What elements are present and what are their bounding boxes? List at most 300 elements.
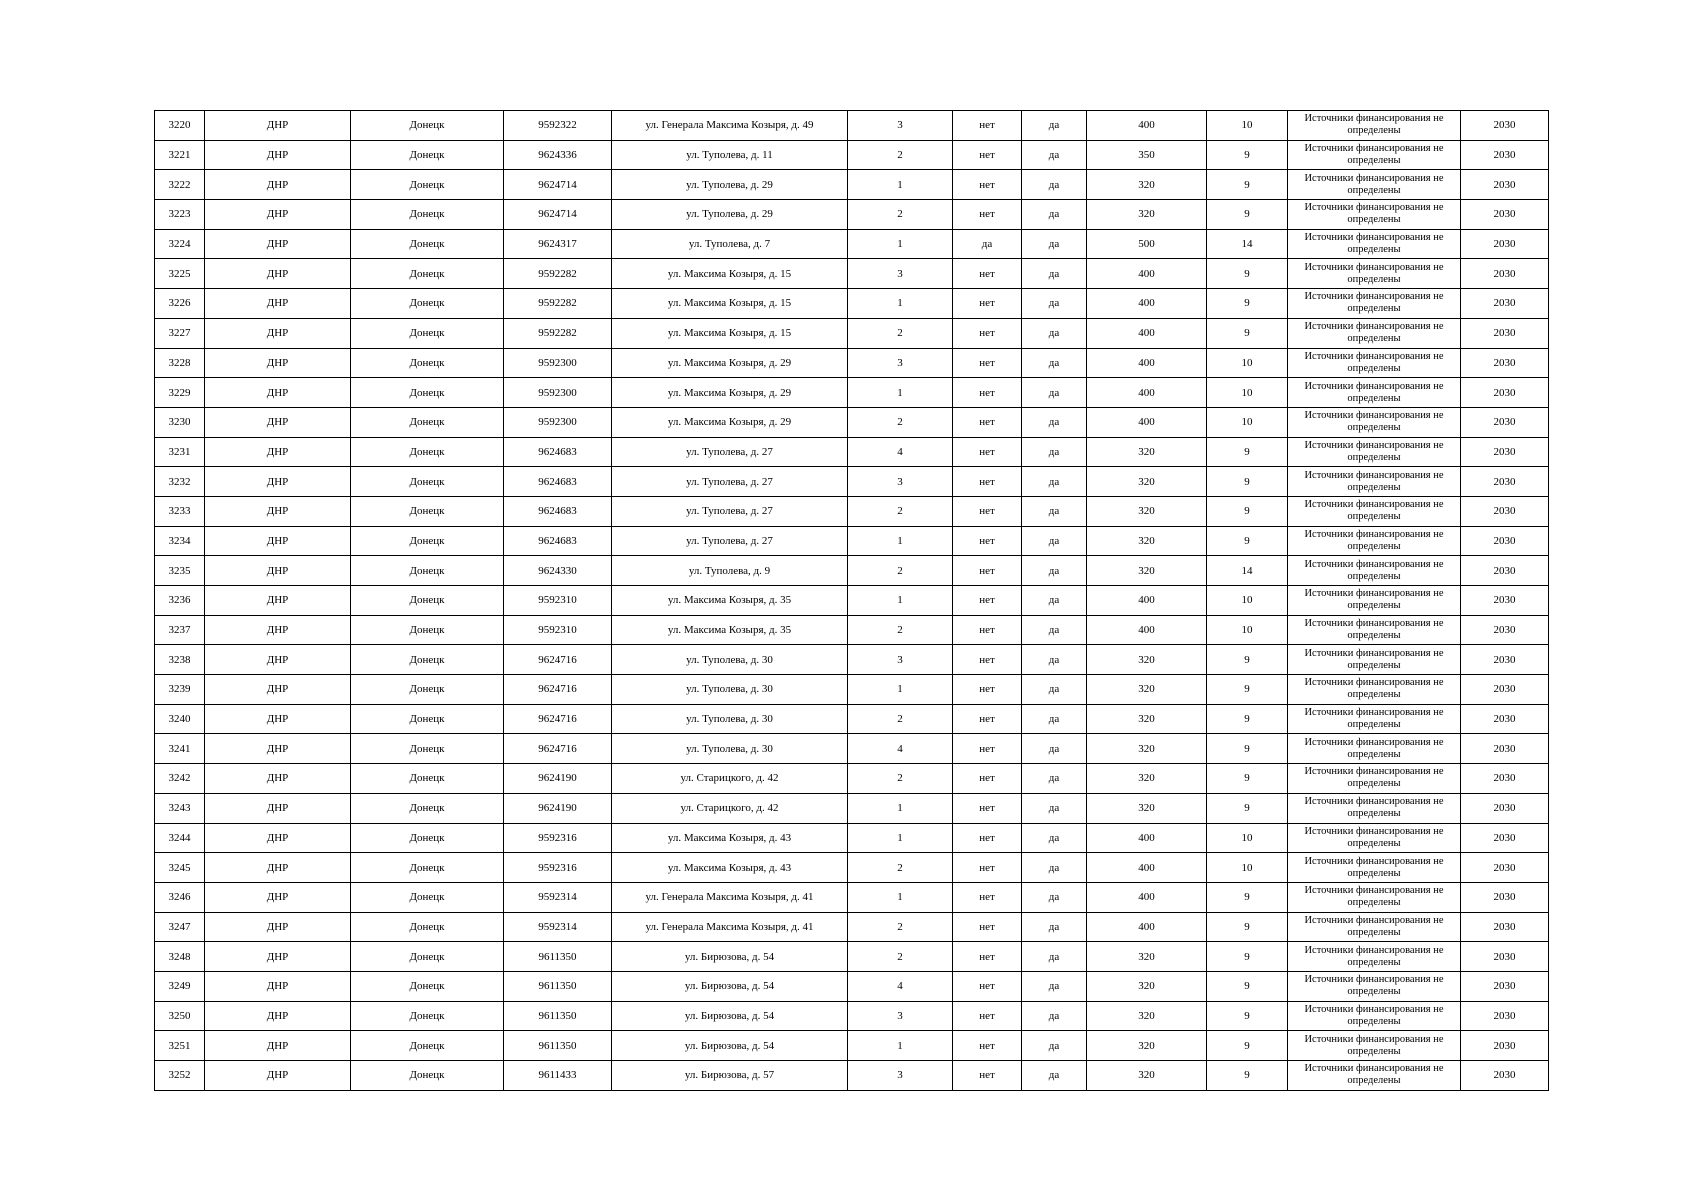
- floors-cell: 10: [1207, 823, 1288, 853]
- region-cell: ДНР: [205, 645, 351, 675]
- object-code-cell: 9624716: [504, 675, 612, 705]
- region-cell: ДНР: [205, 882, 351, 912]
- table-row: [155, 882, 1549, 912]
- entrance-cell: 1: [848, 882, 953, 912]
- address-cell: ул. Максима Козыря, д. 43: [612, 853, 848, 883]
- address-cell: ул. Туполева, д. 27: [612, 526, 848, 556]
- region-cell: ДНР: [205, 704, 351, 734]
- object-code-cell: 9592282: [504, 289, 612, 319]
- object-code-cell: 9592282: [504, 318, 612, 348]
- floors-cell: 9: [1207, 675, 1288, 705]
- region-cell: ДНР: [205, 437, 351, 467]
- object-code-cell: 9611350: [504, 971, 612, 1001]
- address-cell: ул. Максима Козыря, д. 29: [612, 407, 848, 437]
- region-cell: ДНР: [205, 734, 351, 764]
- object-code-cell: 9624714: [504, 170, 612, 200]
- city-cell: Донецк: [351, 586, 504, 616]
- city-cell: Донецк: [351, 467, 504, 497]
- city-cell: Донецк: [351, 407, 504, 437]
- city-cell: Донецк: [351, 942, 504, 972]
- entrance-cell: 3: [848, 259, 953, 289]
- city-cell: Донецк: [351, 229, 504, 259]
- row-number-cell: 3237: [155, 615, 205, 645]
- floors-cell: 9: [1207, 496, 1288, 526]
- funding-source-cell: Источники финансирования не определены: [1288, 229, 1461, 259]
- capacity-cell: 400: [1087, 259, 1207, 289]
- funding-source-cell: Источники финансирования не определены: [1288, 1061, 1461, 1091]
- table-row: [155, 645, 1549, 675]
- object-code-cell: 9624683: [504, 437, 612, 467]
- city-cell: Донецк: [351, 704, 504, 734]
- flag-b-cell: да: [1022, 764, 1087, 794]
- funding-source-cell: Источники финансирования не определены: [1288, 170, 1461, 200]
- funding-source-cell: Источники финансирования не определены: [1288, 467, 1461, 497]
- entrance-cell: 2: [848, 496, 953, 526]
- flag-a-cell: нет: [953, 1001, 1022, 1031]
- region-cell: ДНР: [205, 378, 351, 408]
- floors-cell: 14: [1207, 556, 1288, 586]
- capacity-cell: 320: [1087, 734, 1207, 764]
- funding-source-cell: Источники финансирования не определены: [1288, 882, 1461, 912]
- object-code-cell: 9624683: [504, 496, 612, 526]
- flag-b-cell: да: [1022, 586, 1087, 616]
- region-cell: ДНР: [205, 259, 351, 289]
- flag-a-cell: нет: [953, 586, 1022, 616]
- flag-b-cell: да: [1022, 734, 1087, 764]
- entrance-cell: 4: [848, 971, 953, 1001]
- table-row: [155, 348, 1549, 378]
- funding-source-cell: Источники финансирования не определены: [1288, 645, 1461, 675]
- row-number-cell: 3229: [155, 378, 205, 408]
- region-cell: ДНР: [205, 823, 351, 853]
- flag-b-cell: да: [1022, 1031, 1087, 1061]
- object-code-cell: 9624336: [504, 140, 612, 170]
- row-number-cell: 3245: [155, 853, 205, 883]
- table-row: [155, 467, 1549, 497]
- floors-cell: 9: [1207, 971, 1288, 1001]
- flag-a-cell: нет: [953, 615, 1022, 645]
- flag-b-cell: да: [1022, 556, 1087, 586]
- city-cell: Донецк: [351, 111, 504, 141]
- capacity-cell: 400: [1087, 318, 1207, 348]
- capacity-cell: 320: [1087, 526, 1207, 556]
- city-cell: Донецк: [351, 1061, 504, 1091]
- table-row: [155, 259, 1549, 289]
- row-number-cell: 3235: [155, 556, 205, 586]
- capacity-cell: 400: [1087, 615, 1207, 645]
- flag-a-cell: нет: [953, 1031, 1022, 1061]
- year-cell: 2030: [1461, 1001, 1549, 1031]
- region-cell: ДНР: [205, 407, 351, 437]
- entrance-cell: 2: [848, 853, 953, 883]
- entrance-cell: 1: [848, 170, 953, 200]
- address-cell: ул. Туполева, д. 30: [612, 675, 848, 705]
- object-code-cell: 9624683: [504, 467, 612, 497]
- object-code-cell: 9592316: [504, 853, 612, 883]
- floors-cell: 9: [1207, 526, 1288, 556]
- funding-source-cell: Источники финансирования не определены: [1288, 200, 1461, 230]
- floors-cell: 9: [1207, 259, 1288, 289]
- address-cell: ул. Туполева, д. 30: [612, 704, 848, 734]
- row-number-cell: 3225: [155, 259, 205, 289]
- floors-cell: 10: [1207, 586, 1288, 616]
- city-cell: Донецк: [351, 882, 504, 912]
- flag-b-cell: да: [1022, 882, 1087, 912]
- row-number-cell: 3220: [155, 111, 205, 141]
- year-cell: 2030: [1461, 526, 1549, 556]
- capacity-cell: 400: [1087, 823, 1207, 853]
- row-number-cell: 3247: [155, 912, 205, 942]
- year-cell: 2030: [1461, 764, 1549, 794]
- city-cell: Донецк: [351, 912, 504, 942]
- city-cell: Донецк: [351, 526, 504, 556]
- object-code-cell: 9624716: [504, 704, 612, 734]
- entrance-cell: 1: [848, 586, 953, 616]
- floors-cell: 9: [1207, 318, 1288, 348]
- region-cell: ДНР: [205, 170, 351, 200]
- capacity-cell: 320: [1087, 200, 1207, 230]
- year-cell: 2030: [1461, 734, 1549, 764]
- flag-b-cell: да: [1022, 229, 1087, 259]
- year-cell: 2030: [1461, 615, 1549, 645]
- year-cell: 2030: [1461, 496, 1549, 526]
- floors-cell: 10: [1207, 348, 1288, 378]
- entrance-cell: 1: [848, 229, 953, 259]
- capacity-cell: 320: [1087, 942, 1207, 972]
- city-cell: Донецк: [351, 793, 504, 823]
- table-row: [155, 140, 1549, 170]
- address-cell: ул. Туполева, д. 27: [612, 437, 848, 467]
- flag-b-cell: да: [1022, 526, 1087, 556]
- flag-a-cell: нет: [953, 704, 1022, 734]
- capacity-cell: 350: [1087, 140, 1207, 170]
- flag-a-cell: нет: [953, 942, 1022, 972]
- region-cell: ДНР: [205, 556, 351, 586]
- city-cell: Донецк: [351, 764, 504, 794]
- address-cell: ул. Максима Козыря, д. 15: [612, 259, 848, 289]
- flag-a-cell: нет: [953, 764, 1022, 794]
- object-code-cell: 9592314: [504, 912, 612, 942]
- floors-cell: 9: [1207, 912, 1288, 942]
- flag-a-cell: нет: [953, 971, 1022, 1001]
- floors-cell: 9: [1207, 1031, 1288, 1061]
- region-cell: ДНР: [205, 140, 351, 170]
- row-number-cell: 3241: [155, 734, 205, 764]
- funding-source-cell: Источники финансирования не определены: [1288, 823, 1461, 853]
- funding-source-cell: Источники финансирования не определены: [1288, 734, 1461, 764]
- flag-a-cell: нет: [953, 882, 1022, 912]
- floors-cell: 9: [1207, 467, 1288, 497]
- address-cell: ул. Туполева, д. 11: [612, 140, 848, 170]
- city-cell: Донецк: [351, 378, 504, 408]
- table-row: [155, 704, 1549, 734]
- object-code-cell: 9592314: [504, 882, 612, 912]
- entrance-cell: 1: [848, 675, 953, 705]
- row-number-cell: 3246: [155, 882, 205, 912]
- row-number-cell: 3222: [155, 170, 205, 200]
- table-row: [155, 971, 1549, 1001]
- object-code-cell: 9624714: [504, 200, 612, 230]
- address-cell: ул. Туполева, д. 30: [612, 734, 848, 764]
- entrance-cell: 3: [848, 467, 953, 497]
- capacity-cell: 400: [1087, 912, 1207, 942]
- table-row: [155, 289, 1549, 319]
- funding-source-cell: Источники финансирования не определены: [1288, 556, 1461, 586]
- funding-source-cell: Источники финансирования не определены: [1288, 675, 1461, 705]
- flag-a-cell: нет: [953, 437, 1022, 467]
- year-cell: 2030: [1461, 140, 1549, 170]
- flag-a-cell: нет: [953, 496, 1022, 526]
- row-number-cell: 3242: [155, 764, 205, 794]
- flag-b-cell: да: [1022, 348, 1087, 378]
- table-row: [155, 170, 1549, 200]
- capacity-cell: 400: [1087, 586, 1207, 616]
- region-cell: ДНР: [205, 1001, 351, 1031]
- table-row: [155, 496, 1549, 526]
- funding-source-cell: Источники финансирования не определены: [1288, 259, 1461, 289]
- object-code-cell: 9624317: [504, 229, 612, 259]
- year-cell: 2030: [1461, 348, 1549, 378]
- row-number-cell: 3223: [155, 200, 205, 230]
- row-number-cell: 3228: [155, 348, 205, 378]
- year-cell: 2030: [1461, 378, 1549, 408]
- table-row: [155, 942, 1549, 972]
- table-row: [155, 853, 1549, 883]
- flag-b-cell: да: [1022, 853, 1087, 883]
- table-row: [155, 823, 1549, 853]
- row-number-cell: 3239: [155, 675, 205, 705]
- row-number-cell: 3250: [155, 1001, 205, 1031]
- object-code-cell: 9611433: [504, 1061, 612, 1091]
- table-row: [155, 556, 1549, 586]
- flag-a-cell: да: [953, 229, 1022, 259]
- object-code-cell: 9592282: [504, 259, 612, 289]
- funding-source-cell: Источники финансирования не определены: [1288, 971, 1461, 1001]
- row-number-cell: 3221: [155, 140, 205, 170]
- flag-b-cell: да: [1022, 407, 1087, 437]
- region-cell: ДНР: [205, 971, 351, 1001]
- year-cell: 2030: [1461, 318, 1549, 348]
- flag-a-cell: нет: [953, 407, 1022, 437]
- floors-cell: 10: [1207, 407, 1288, 437]
- floors-cell: 9: [1207, 764, 1288, 794]
- region-cell: ДНР: [205, 615, 351, 645]
- funding-source-cell: Источники финансирования не определены: [1288, 437, 1461, 467]
- city-cell: Донецк: [351, 289, 504, 319]
- capacity-cell: 320: [1087, 496, 1207, 526]
- year-cell: 2030: [1461, 704, 1549, 734]
- flag-a-cell: нет: [953, 912, 1022, 942]
- capacity-cell: 320: [1087, 1001, 1207, 1031]
- funding-source-cell: Источники финансирования не определены: [1288, 318, 1461, 348]
- capacity-cell: 320: [1087, 764, 1207, 794]
- floors-cell: 9: [1207, 882, 1288, 912]
- flag-a-cell: нет: [953, 793, 1022, 823]
- row-number-cell: 3230: [155, 407, 205, 437]
- floors-cell: 9: [1207, 645, 1288, 675]
- entrance-cell: 1: [848, 289, 953, 319]
- year-cell: 2030: [1461, 853, 1549, 883]
- object-code-cell: 9592300: [504, 348, 612, 378]
- capacity-cell: 320: [1087, 467, 1207, 497]
- floors-cell: 9: [1207, 140, 1288, 170]
- entrance-cell: 3: [848, 348, 953, 378]
- entrance-cell: 2: [848, 318, 953, 348]
- capacity-cell: 400: [1087, 111, 1207, 141]
- funding-source-cell: Источники финансирования не определены: [1288, 615, 1461, 645]
- entrance-cell: 4: [848, 734, 953, 764]
- address-cell: ул. Старицкого, д. 42: [612, 764, 848, 794]
- object-code-cell: 9624330: [504, 556, 612, 586]
- capacity-cell: 320: [1087, 1031, 1207, 1061]
- funding-source-cell: Источники финансирования не определены: [1288, 942, 1461, 972]
- row-number-cell: 3252: [155, 1061, 205, 1091]
- year-cell: 2030: [1461, 229, 1549, 259]
- entrance-cell: 1: [848, 526, 953, 556]
- year-cell: 2030: [1461, 437, 1549, 467]
- row-number-cell: 3240: [155, 704, 205, 734]
- floors-cell: 9: [1207, 942, 1288, 972]
- object-code-cell: 9624190: [504, 793, 612, 823]
- flag-b-cell: да: [1022, 378, 1087, 408]
- table-row: [155, 111, 1549, 141]
- object-code-cell: 9624716: [504, 645, 612, 675]
- flag-a-cell: нет: [953, 734, 1022, 764]
- floors-cell: 9: [1207, 1061, 1288, 1091]
- entrance-cell: 1: [848, 1031, 953, 1061]
- flag-a-cell: нет: [953, 259, 1022, 289]
- entrance-cell: 1: [848, 823, 953, 853]
- flag-b-cell: да: [1022, 615, 1087, 645]
- year-cell: 2030: [1461, 1031, 1549, 1061]
- region-cell: ДНР: [205, 912, 351, 942]
- object-code-cell: 9624683: [504, 526, 612, 556]
- region-cell: ДНР: [205, 1031, 351, 1061]
- row-number-cell: 3236: [155, 586, 205, 616]
- flag-b-cell: да: [1022, 437, 1087, 467]
- entrance-cell: 3: [848, 1061, 953, 1091]
- flag-b-cell: да: [1022, 704, 1087, 734]
- flag-a-cell: нет: [953, 378, 1022, 408]
- object-code-cell: 9592310: [504, 615, 612, 645]
- address-cell: ул. Туполева, д. 27: [612, 496, 848, 526]
- floors-cell: 9: [1207, 289, 1288, 319]
- flag-a-cell: нет: [953, 170, 1022, 200]
- table-row: [155, 1001, 1549, 1031]
- table-row: [155, 734, 1549, 764]
- floors-cell: 10: [1207, 378, 1288, 408]
- capacity-cell: 400: [1087, 289, 1207, 319]
- flag-b-cell: да: [1022, 318, 1087, 348]
- entrance-cell: 3: [848, 111, 953, 141]
- row-number-cell: 3234: [155, 526, 205, 556]
- floors-cell: 9: [1207, 1001, 1288, 1031]
- city-cell: Донецк: [351, 823, 504, 853]
- table-row: [155, 912, 1549, 942]
- address-cell: ул. Максима Козыря, д. 15: [612, 289, 848, 319]
- table-row: [155, 586, 1549, 616]
- funding-source-cell: Источники финансирования не определены: [1288, 496, 1461, 526]
- funding-source-cell: Источники финансирования не определены: [1288, 289, 1461, 319]
- entrance-cell: 1: [848, 378, 953, 408]
- capacity-cell: 320: [1087, 675, 1207, 705]
- table-body: [155, 111, 1549, 1091]
- address-cell: ул. Максима Козыря, д. 29: [612, 378, 848, 408]
- year-cell: 2030: [1461, 259, 1549, 289]
- table-row: [155, 764, 1549, 794]
- floors-cell: 9: [1207, 437, 1288, 467]
- object-code-cell: 9611350: [504, 1031, 612, 1061]
- region-cell: ДНР: [205, 229, 351, 259]
- flag-b-cell: да: [1022, 645, 1087, 675]
- city-cell: Донецк: [351, 853, 504, 883]
- floors-cell: 14: [1207, 229, 1288, 259]
- region-cell: ДНР: [205, 289, 351, 319]
- region-cell: ДНР: [205, 496, 351, 526]
- city-cell: Донецк: [351, 437, 504, 467]
- funding-source-cell: Источники финансирования не определены: [1288, 793, 1461, 823]
- flag-b-cell: да: [1022, 793, 1087, 823]
- funding-source-cell: Источники финансирования не определены: [1288, 378, 1461, 408]
- capacity-cell: 400: [1087, 853, 1207, 883]
- object-code-cell: 9592300: [504, 378, 612, 408]
- city-cell: Донецк: [351, 200, 504, 230]
- year-cell: 2030: [1461, 675, 1549, 705]
- floors-cell: 10: [1207, 615, 1288, 645]
- year-cell: 2030: [1461, 645, 1549, 675]
- flag-b-cell: да: [1022, 496, 1087, 526]
- city-cell: Донецк: [351, 971, 504, 1001]
- year-cell: 2030: [1461, 586, 1549, 616]
- city-cell: Донецк: [351, 645, 504, 675]
- city-cell: Донецк: [351, 170, 504, 200]
- region-cell: ДНР: [205, 318, 351, 348]
- table-row: [155, 526, 1549, 556]
- object-code-cell: 9611350: [504, 942, 612, 972]
- entrance-cell: 2: [848, 942, 953, 972]
- address-cell: ул. Генерала Максима Козыря, д. 41: [612, 882, 848, 912]
- flag-a-cell: нет: [953, 289, 1022, 319]
- entrance-cell: 2: [848, 615, 953, 645]
- capacity-cell: 400: [1087, 407, 1207, 437]
- capacity-cell: 400: [1087, 348, 1207, 378]
- flag-a-cell: нет: [953, 556, 1022, 586]
- address-cell: ул. Бирюзова, д. 54: [612, 942, 848, 972]
- capacity-cell: 320: [1087, 793, 1207, 823]
- address-cell: ул. Максима Козыря, д. 35: [612, 615, 848, 645]
- address-cell: ул. Максима Козыря, д. 35: [612, 586, 848, 616]
- flag-b-cell: да: [1022, 971, 1087, 1001]
- capacity-cell: 320: [1087, 556, 1207, 586]
- flag-a-cell: нет: [953, 467, 1022, 497]
- flag-b-cell: да: [1022, 675, 1087, 705]
- region-cell: ДНР: [205, 586, 351, 616]
- table-row: [155, 675, 1549, 705]
- flag-b-cell: да: [1022, 942, 1087, 972]
- city-cell: Донецк: [351, 734, 504, 764]
- capacity-cell: 500: [1087, 229, 1207, 259]
- city-cell: Донецк: [351, 140, 504, 170]
- year-cell: 2030: [1461, 170, 1549, 200]
- year-cell: 2030: [1461, 942, 1549, 972]
- funding-source-cell: Источники финансирования не определены: [1288, 853, 1461, 883]
- flag-b-cell: да: [1022, 259, 1087, 289]
- object-code-cell: 9592322: [504, 111, 612, 141]
- city-cell: Донецк: [351, 1031, 504, 1061]
- flag-a-cell: нет: [953, 318, 1022, 348]
- entrance-cell: 2: [848, 704, 953, 734]
- capacity-cell: 400: [1087, 882, 1207, 912]
